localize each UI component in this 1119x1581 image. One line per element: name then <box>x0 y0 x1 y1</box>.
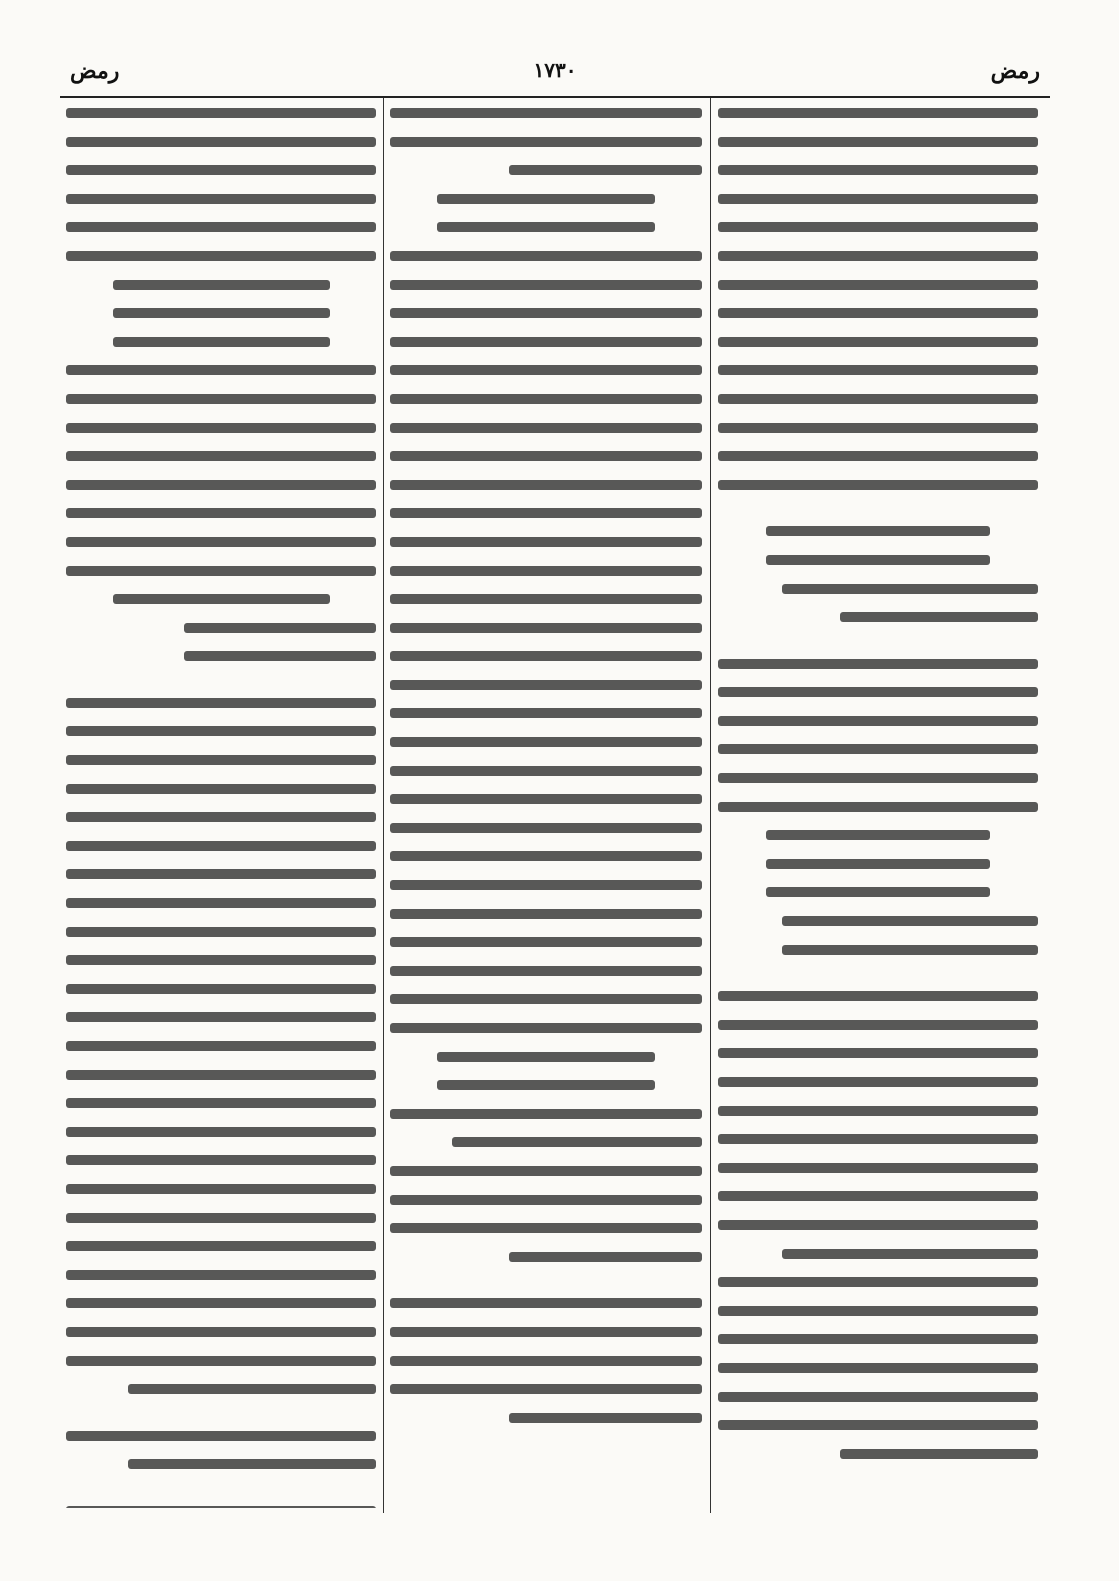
text-line <box>66 508 376 518</box>
text-line <box>390 1195 702 1205</box>
text-line <box>718 365 1038 375</box>
text-line <box>718 1048 1038 1058</box>
text-line <box>718 1306 1038 1316</box>
text-line <box>766 830 990 840</box>
text-line <box>718 1077 1038 1087</box>
text-line <box>718 991 1038 1001</box>
text-line <box>113 337 330 347</box>
paragraph-gap <box>66 1488 376 1506</box>
text-line <box>390 508 702 518</box>
text-line <box>718 659 1038 669</box>
text-line <box>718 1277 1038 1287</box>
text-line <box>66 955 376 965</box>
text-line <box>766 526 990 536</box>
text-line <box>437 194 655 204</box>
text-line <box>390 1298 702 1308</box>
text-line <box>390 451 702 461</box>
text-line <box>390 594 702 604</box>
text-line <box>840 612 1038 622</box>
text-line <box>718 165 1038 175</box>
text-line <box>66 1098 376 1108</box>
paragraph-gap <box>66 1413 376 1431</box>
text-line <box>128 1384 376 1394</box>
text-line <box>390 680 702 690</box>
text-line <box>390 566 702 576</box>
text-line <box>782 1249 1038 1259</box>
text-line <box>390 651 702 661</box>
text-line <box>390 737 702 747</box>
text-line <box>390 1166 702 1176</box>
text-line <box>718 1220 1038 1230</box>
text-line <box>390 994 702 1004</box>
text-line <box>509 165 702 175</box>
page-header <box>60 58 1050 94</box>
text-line <box>66 423 376 433</box>
text-line <box>718 773 1038 783</box>
text-line <box>113 594 330 604</box>
text-line <box>66 812 376 822</box>
text-line <box>390 909 702 919</box>
text-line <box>390 1223 702 1233</box>
text-line <box>718 222 1038 232</box>
text-line <box>66 1127 376 1137</box>
text-line <box>390 423 702 433</box>
text-line <box>718 423 1038 433</box>
text-line <box>390 1109 702 1119</box>
text-line <box>66 784 376 794</box>
text-line <box>66 1270 376 1280</box>
text-line <box>390 794 702 804</box>
text-line <box>66 1241 376 1251</box>
text-line <box>66 1298 376 1308</box>
paragraph-gap <box>390 1280 702 1298</box>
text-column-middle <box>390 108 702 1508</box>
text-line <box>66 537 376 547</box>
text-line <box>782 916 1038 926</box>
text-line <box>113 280 330 290</box>
text-line <box>184 651 376 661</box>
text-line <box>390 766 702 776</box>
text-line <box>66 1184 376 1194</box>
text-line <box>718 1134 1038 1144</box>
text-line <box>66 869 376 879</box>
header-rule <box>60 96 1050 98</box>
text-line <box>437 222 655 232</box>
text-line <box>718 1106 1038 1116</box>
text-line <box>718 137 1038 147</box>
text-line <box>390 1384 702 1394</box>
text-line <box>718 1163 1038 1173</box>
text-line <box>390 108 702 118</box>
text-line <box>718 1334 1038 1344</box>
text-line <box>113 308 330 318</box>
text-line <box>766 887 990 897</box>
text-line <box>66 480 376 490</box>
column-rule-right <box>710 98 711 1513</box>
running-headword-right: رمض <box>990 58 1040 84</box>
text-line <box>718 1191 1038 1201</box>
text-line <box>718 108 1038 118</box>
text-line <box>390 937 702 947</box>
text-line <box>509 1252 702 1262</box>
text-line <box>66 137 376 147</box>
text-line <box>66 222 376 232</box>
text-line <box>66 698 376 708</box>
text-line <box>66 365 376 375</box>
text-line <box>840 1449 1038 1459</box>
text-line <box>766 555 990 565</box>
text-line <box>390 1327 702 1337</box>
text-line <box>66 194 376 204</box>
text-line <box>128 1459 376 1469</box>
text-line <box>718 744 1038 754</box>
text-line <box>782 584 1038 594</box>
text-line <box>184 623 376 633</box>
text-line <box>390 251 702 261</box>
text-line <box>66 898 376 908</box>
text-line <box>66 165 376 175</box>
text-line <box>66 1431 376 1441</box>
paragraph-gap <box>718 641 1038 659</box>
text-line <box>66 726 376 736</box>
paragraph-gap <box>718 508 1038 526</box>
text-column-left <box>66 108 376 1508</box>
text-line <box>718 1392 1038 1402</box>
text-line <box>718 716 1038 726</box>
text-line <box>718 194 1038 204</box>
running-headword-left: رمض <box>70 58 120 84</box>
text-line <box>718 802 1038 812</box>
text-line <box>452 1137 702 1147</box>
text-line <box>718 1020 1038 1030</box>
text-line <box>66 755 376 765</box>
text-line <box>390 280 702 290</box>
text-line <box>390 394 702 404</box>
text-line <box>718 280 1038 290</box>
text-line <box>390 708 702 718</box>
text-line <box>390 823 702 833</box>
text-line <box>66 1506 376 1508</box>
text-column-right <box>718 108 1038 1508</box>
text-line <box>66 841 376 851</box>
text-line <box>390 337 702 347</box>
page-number: ١٧٣٠ <box>533 58 577 82</box>
text-line <box>718 480 1038 490</box>
text-line <box>390 137 702 147</box>
paragraph-gap <box>718 973 1038 991</box>
text-line <box>66 1327 376 1337</box>
text-line <box>66 108 376 118</box>
text-line <box>718 394 1038 404</box>
text-line <box>782 945 1038 955</box>
column-rule-left <box>383 98 384 1513</box>
text-line <box>718 451 1038 461</box>
text-line <box>390 365 702 375</box>
text-line <box>509 1413 702 1423</box>
text-line <box>66 984 376 994</box>
text-line <box>718 308 1038 318</box>
text-line <box>66 1155 376 1165</box>
text-line <box>390 623 702 633</box>
text-line <box>66 566 376 576</box>
text-line <box>390 308 702 318</box>
text-line <box>66 1356 376 1366</box>
text-line <box>66 1041 376 1051</box>
text-line <box>66 1012 376 1022</box>
text-line <box>66 251 376 261</box>
text-line <box>66 1070 376 1080</box>
text-line <box>390 1023 702 1033</box>
text-line <box>390 537 702 547</box>
text-line <box>390 480 702 490</box>
text-line <box>718 687 1038 697</box>
text-line <box>66 394 376 404</box>
text-line <box>390 966 702 976</box>
text-line <box>390 1356 702 1366</box>
text-line <box>66 451 376 461</box>
text-line <box>66 927 376 937</box>
text-line <box>66 1213 376 1223</box>
text-line <box>390 880 702 890</box>
text-line <box>718 1363 1038 1373</box>
text-line <box>437 1052 655 1062</box>
paragraph-gap <box>66 680 376 698</box>
text-line <box>718 251 1038 261</box>
text-line <box>718 1420 1038 1430</box>
text-line <box>766 859 990 869</box>
text-line <box>437 1080 655 1090</box>
text-line <box>718 337 1038 347</box>
text-line <box>390 851 702 861</box>
